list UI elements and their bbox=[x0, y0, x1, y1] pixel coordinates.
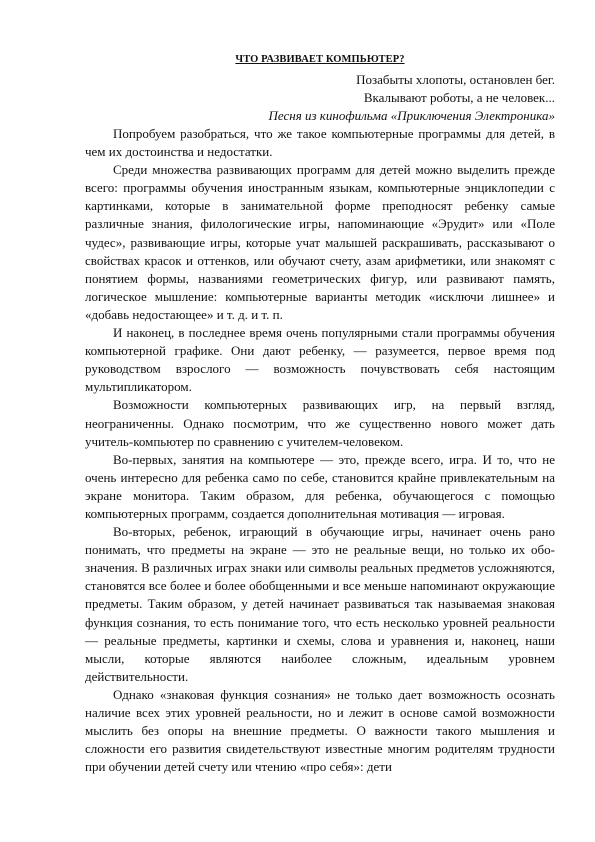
paragraph-4: Возможности компьютерных развивающих игр, на первый взгляд, неограниченны. Однако посмотрим, что же существенно нового может дать учитель-компьютер по сравнению с учителем-человеком. bbox=[85, 397, 555, 449]
epigraph-line-1: Позабыты хлопоты, остановлен бег. bbox=[356, 72, 555, 87]
document-title: ЧТО РАЗВИВАЕТ КОМПЬЮТЕР? bbox=[235, 54, 405, 65]
document-page bbox=[85, 52, 555, 776]
epigraph bbox=[85, 71, 555, 125]
epigraph-line-2: Вкалывают роботы, а не человек... bbox=[363, 90, 555, 105]
paragraph-6: Во-вторых, ребенок, играющий в обучающие игры, начинает очень рано понимать, что предметы на экране — это не реальные вещи, но только их обозначения. В различных играх знаки или символы реальных предметов усложняются, становятся все более и более обобщенными и все меньше напоминают окружающие предметы. Таким образом, у детей начинает развиваться так называемая знаковая функция сознания, то есть понимание того, что есть несколько уровней реальности — реальные предметы, картинки и схемы, слова и уравнения и, наконец, наши мысли, которые являются наиболее сложным, идеальным уровнем действительности. bbox=[85, 524, 555, 684]
paragraph-3: И наконец, в последнее время очень популярными стали программы обучения компьютерной графике. Они дают ребенку, — разумеется, первое время под руководством взрослого — возможность почувствовать себя настоящим мультипликатором. bbox=[85, 325, 555, 395]
paragraph-5: Во-первых, занятия на компьютере — это, прежде всего, игра. И то, что не очень интересно для ребенка само по себе, становится крайне привлекательным на экране монитора. Таким образом, для ребенка, обучающегося с помощью компьютерных программ, создается дополнительная мотивация — игровая. bbox=[85, 451, 555, 521]
epigraph-source: Песня из кинофильма «Приключения Электроника» bbox=[268, 108, 555, 123]
paragraph-2: Среди множества развивающих программ для детей можно выделить прежде всего: программы обучения иностранным языкам, компьютерные энциклопедии с картинками, которые в занимательной форме преподносят ребенку самые различные знания, филологические игры, напоминающие «Эрудит» или «Поле чудес», развивающие игры, которые учат малышей раскрашивать, рассказывают о свойствах красок и оттенков, или обучают счету, азам арифметики, или знакомят с понятием формы, названиями геометрических фигур, или развивают память, логическое мышление: компьютерные варианты методик «исключи лишнее» и «добавь недостающее» и т. д. и т. п. bbox=[85, 162, 555, 322]
paragraph-7: Однако «знаковая функция сознания» не только дает возможность осознать наличие всех этих уровней реальности, но и лежит в основе самой возможности мыслить без опоры на внешние предметы. О важности такого мышления и сложности его развития свидетельствуют известные многим родителям трудности при обучении детей счету или чтению «про себя»: дети bbox=[85, 686, 555, 775]
paragraph-1: Попробуем разобраться, что же такое компьютерные программы для детей, в чем их достоинства и недостатки. bbox=[85, 126, 555, 160]
